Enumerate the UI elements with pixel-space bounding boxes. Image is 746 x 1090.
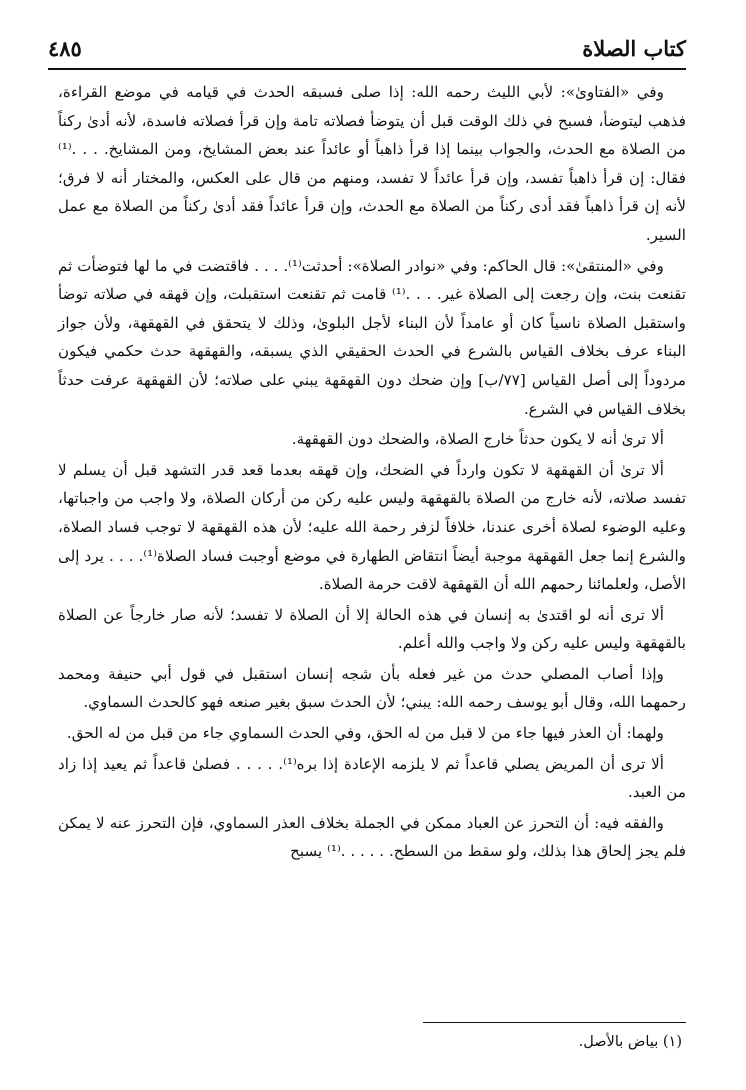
- paragraph: والفقه فيه: أن التحرز عن العباد ممكن في الجملة بخلاف العذر السماوي، فإن التحرز عنه لا يمكن فلم يجز إلحاق هذا بذلك، ولو سقط من السطح. . . . . .⁽¹⁾ يسبح: [58, 813, 686, 861]
- paragraph: وإذا أصاب المصلي حدث من غير فعله بأن شجه إنسان استقبل في قول أبي حنيفة ومحمد رحمهما الله، وقال أبو يوسف رحمه الله: يبني؛ لأن الحدث سبق بغير صنعه فهو كالحدث السماوي.: [58, 664, 686, 712]
- chapter-title: كتاب الصلاة: [582, 36, 686, 61]
- paragraph: وفي «المنتقىٰ»: قال الحاكم: وفي «نوادر الصلاة»: أحدثت⁽¹⁾. . . . فاقتضت في ما لها فتوضأت ثم تقنعت بنت، وإن رجعت إلى الصلاة غير. . . .⁽¹⁾ قامت ثم تقنعت استقبلت، وإن قهقه في صلاته توضأ واستقبل الصلاة ناسياً كان أو عامداً لأن البناء لأجل البلوىٰ، وذلك لا يتحقق في القهقهة، ولأن جواز البناء عرف بخلاف القياس بالشرع في الحدث الحقيقي الذي يسبقه، والقهقهة حدث حكمي فيكون مردوداً إلى أصل القياس [٧٧/ب] وإن ضحك دون القهقهة يبني على صلاته؛ لأن القهقهة عرفت حدثاً بخلاف القياس في الشرع.: [58, 256, 686, 418]
- paragraph: ألا ترى أنه لو اقتدىٰ به إنسان في هذه الحالة إلا أن الصلاة لا تفسد؛ لأنه صار خارجاً عن الصلاة بالقهقهة وليس عليه ركن ولا واجب والله أعلم.: [58, 605, 686, 653]
- footnote-divider: [423, 1022, 686, 1023]
- paragraph: ألا ترىٰ أن القهقهة لا تكون وارداً في الضحك، وإن قهقه بعدما قعد قدر التشهد قبل أن يسلم لا تفسد صلاته، لأنه خارج من الصلاة بالقهقهة وليس عليه ركن من أركان الصلاة، ولا واجب من واجباتها، وعليه الوضوء لصلاة أخرى عندنا، خلافاً لزفر رحمة الله عليه؛ لأن هذه القهقهة لا توجب فساد الصلاة، والشرع إنما جعل القهقهة موجبة أيضاً انتقاض الطهارة في موضع أوجبت فساد الصلاة⁽¹⁾. . . . يرد إلى الأصل، ولعلمائنا رحمهم الله أن القهقهة لاقت حرمة الصلاة.: [58, 460, 686, 594]
- main-text: [58, 78, 686, 868]
- running-header: [48, 34, 686, 70]
- footnote: (١) بياض بالأصل.: [578, 1034, 682, 1050]
- page-number: ٤٨٥: [48, 36, 82, 61]
- paragraph: ألا ترى أن المريض يصلي قاعداً ثم لا يلزمه الإعادة إذا بره⁽¹⁾. . . . . فصلىٰ قاعداً ثم يعيد إذا زاد من العبد.: [58, 754, 686, 802]
- paragraph: ألا ترىٰ أنه لا يكون حدثاً خارج الصلاة، والضحك دون القهقهة.: [291, 430, 664, 449]
- paragraph: ولهما: أن العذر فيها جاء من لا قبل من له الحق، وفي الحدث السماوي جاء من قبل من له الحق.: [66, 724, 664, 743]
- paragraph: وفي «الفتاوىٰ»: لأبي الليث رحمه الله: إذا صلى فسبقه الحدث في قيامه في موضع القراءة، فذهب ليتوضأ، فسبح في ذلك الوقت قبل أن يتوضأ فصلاته تامة وإن قرأ فصلاته فاسدة، لأنه أدىٰ ركناً من الصلاة مع الحدث، والجواب بينما إذا قرأ ذاهباً أو عائداً عند بعض المشايخ، ومن المشايخ. . . .⁽¹⁾ فقال: إن قرأ ذاهباً تفسد، وإن قرأ عائداً لا تفسد، ومنهم من قال على العكس، والمختار أنه لا فرق؛ لأنه إن قرأ ذاهباً فقد أدى ركناً من الصلاة مع الحدث، وإن قرأ عائداً فقد أدىٰ ركناً من الصلاة مع عمل السير.: [58, 83, 686, 244]
